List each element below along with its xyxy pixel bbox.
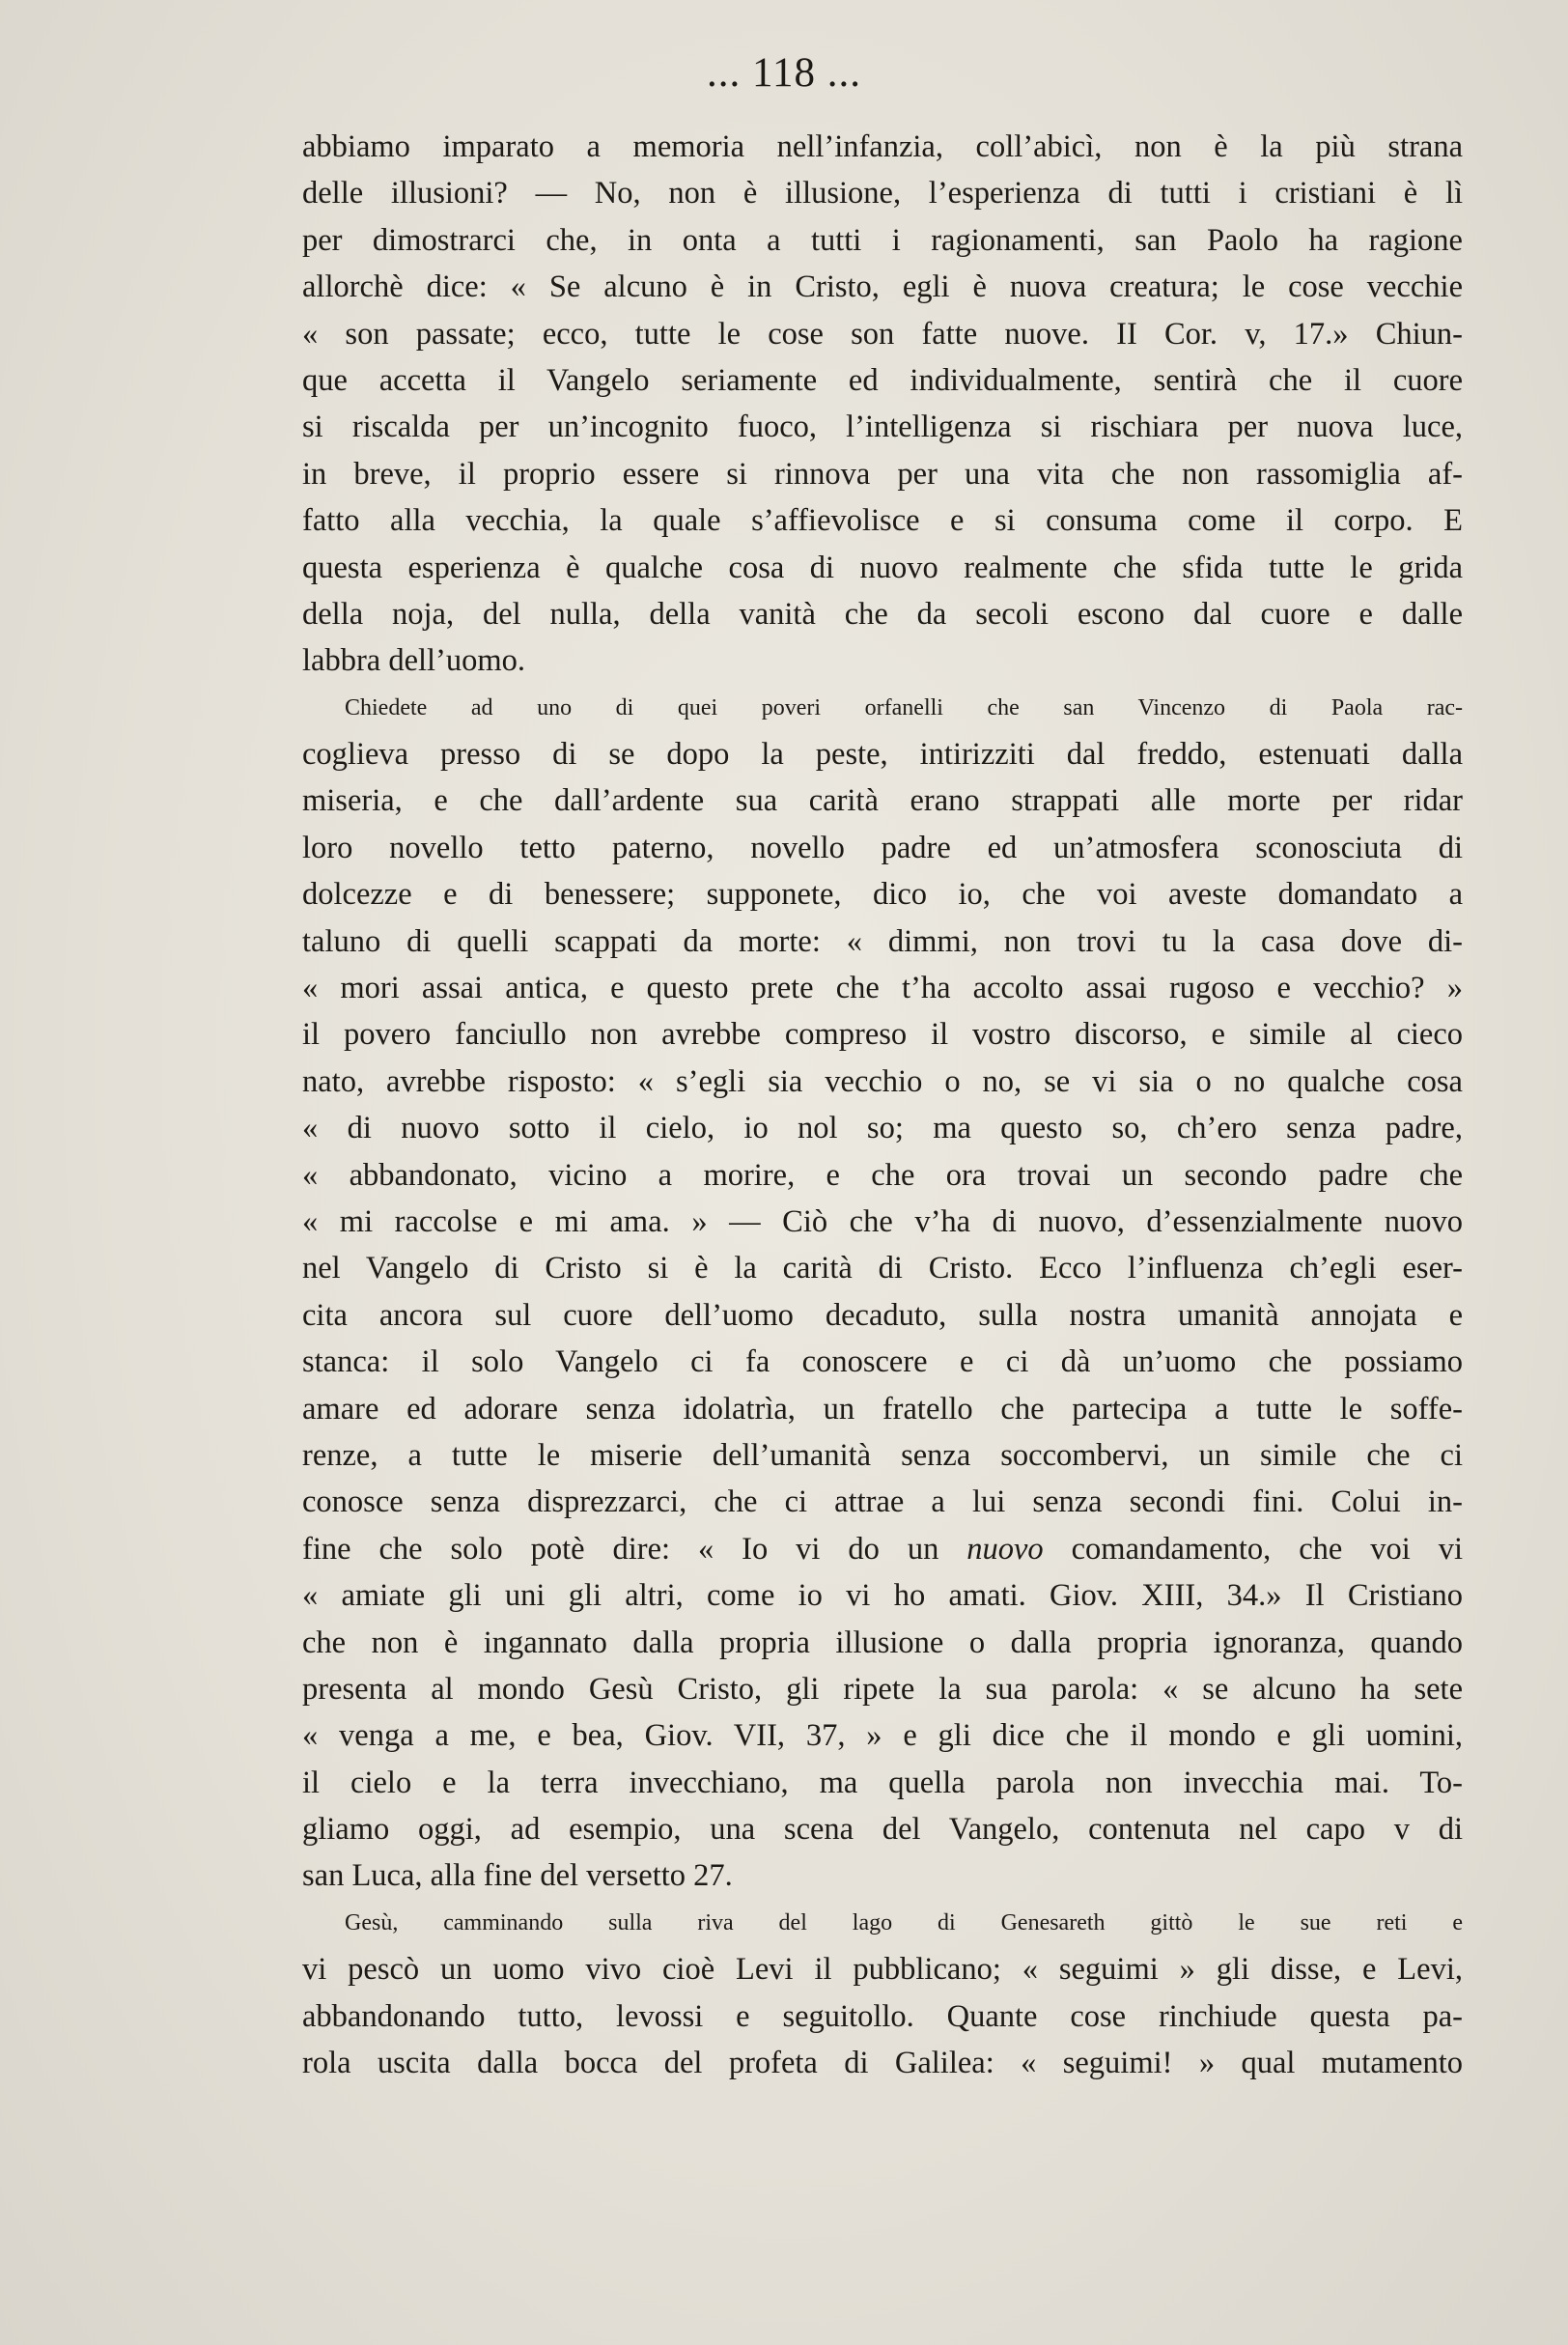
text-line: « mi raccolse e mi ama. » — Ciò che v’ha di nuovo, d’essenzialmente nuovo: [302, 1203, 1463, 1239]
text-line: si riscalda per un’incognito fuoco, l’intelligenza si rischiara per nuova luce,: [302, 410, 1463, 445]
text-line: « amiate gli uni gli altri, come io vi ho amati. Giov. XIII, 34.» Il Cristiano: [302, 1578, 1463, 1614]
text-line: il cielo e la terra invecchiano, ma quella parola non invecchia mai. To-: [302, 1765, 1463, 1800]
body-text: [302, 124, 1463, 2086]
text-line: labbra dell’uomo.: [302, 643, 526, 679]
text-line: « di nuovo sotto il cielo, io nol so; ma questo so, ch’ero senza padre,: [302, 1111, 1463, 1146]
text-line: « venga a me, e bea, Giov. VII, 37, » e gli dice che il mondo e gli uomini,: [302, 1718, 1463, 1754]
text-line: amare ed adorare senza idolatrìa, un fratello che partecipa a tutte le soffe-: [302, 1391, 1463, 1427]
text-line: coglieva presso di se dopo la peste, intirizziti dal freddo, estenuati dalla: [302, 737, 1463, 773]
text-line: abbiamo imparato a memoria nell’infanzia, coll’abicì, non è la più strana: [302, 129, 1463, 164]
text-line: fine che solo potè dire: « Io vi do un nuovo comandamento, che voi vi: [302, 1531, 1463, 1567]
text-line: per dimostrarci che, in onta a tutti i ragionamenti, san Paolo ha ragione: [302, 222, 1463, 258]
text-line: Gesù, camminando sulla riva del lago di Genesareth gittò le sue reti e: [345, 1909, 1463, 1935]
text-line: stanca: il solo Vangelo ci fa conoscere e ci dà un’uomo che possiamo: [302, 1344, 1463, 1380]
text-line: abbandonando tutto, levossi e seguitollo. Quante cose rinchiude questa pa-: [302, 1998, 1463, 2034]
text-line: « mori assai antica, e questo prete che t’ha accolto assai rugoso e vecchio? »: [302, 971, 1463, 1006]
text-line: questa esperienza è qualche cosa di nuovo realmente che sfida tutte le grida: [302, 550, 1463, 585]
text-line: nato, avrebbe risposto: « s’egli sia vecchio o no, se vi sia o no qualche cosa: [302, 1063, 1463, 1099]
text-line: dolcezze e di benessere; supponete, dico io, che voi aveste domandato a: [302, 877, 1463, 913]
text-line: miseria, e che dall’ardente sua carità erano strappati alle morte per ridar: [302, 783, 1463, 819]
text-line: rola uscita dalla bocca del profeta di Galilea: « seguimi! » qual mutamento: [302, 2046, 1463, 2081]
text-line: Chiedete ad uno di quei poveri orfanelli che san Vincenzo di Paola rac-: [345, 694, 1463, 720]
text-line: fatto alla vecchia, la quale s’affievolisce e si consuma come il corpo. E: [302, 503, 1463, 539]
text-line: della noja, del nulla, della vanità che da secoli escono dal cuore e dalle: [302, 596, 1463, 632]
text-line: allorchè dice: « Se alcuno è in Cristo, egli è nuova creatura; le cose vecchie: [302, 269, 1463, 305]
text-line: in breve, il proprio essere si rinnova per una vita che non rassomiglia af-: [302, 456, 1463, 492]
text-line: cita ancora sul cuore dell’uomo decaduto, sulla nostra umanità annojata e: [302, 1297, 1463, 1333]
text-line: che non è ingannato dalla propria illusione o dalla propria ignoranza, quando: [302, 1625, 1463, 1660]
page-number: ... 118 ...: [707, 50, 861, 96]
text-line: loro novello tetto paterno, novello padre ed un’atmosfera sconosciuta di: [302, 830, 1463, 865]
text-line: conosce senza disprezzarci, che ci attrae a lui senza secondi fini. Colui in-: [302, 1484, 1463, 1520]
text-line: presenta al mondo Gesù Cristo, gli ripete la sua parola: « se alcuno ha sete: [302, 1671, 1463, 1707]
text-line: vi pescò un uomo vivo cioè Levi il pubblicano; « seguimi » gli disse, e Levi,: [302, 1952, 1463, 1988]
text-line: gliamo oggi, ad esempio, una scena del Vangelo, contenuta nel capo v di: [302, 1812, 1463, 1848]
text-line: « abbandonato, vicino a morire, e che ora trovai un secondo padre che: [302, 1157, 1463, 1193]
text-line: renze, a tutte le miserie dell’umanità senza soccombervi, un simile che ci: [302, 1437, 1463, 1473]
text-line: taluno di quelli scappati da morte: « dimmi, non trovi tu la casa dove di-: [302, 923, 1463, 959]
italic-word: nuovo: [966, 1531, 1044, 1567]
text-line: san Luca, alla fine del versetto 27.: [302, 1858, 733, 1894]
text-line: nel Vangelo di Cristo si è la carità di Cristo. Ecco l’influenza ch’egli eser-: [302, 1251, 1463, 1286]
text-line: il povero fanciullo non avrebbe compreso il vostro discorso, e simile al cieco: [302, 1017, 1463, 1053]
text-line: que accetta il Vangelo seriamente ed individualmente, sentirà che il cuore: [302, 362, 1463, 398]
text-line: « son passate; ecco, tutte le cose son fatte nuove. II Cor. v, 17.» Chiun-: [302, 316, 1463, 352]
text-line: delle illusioni? — No, non è illusione, l’esperienza di tutti i cristiani è lì: [302, 176, 1463, 212]
